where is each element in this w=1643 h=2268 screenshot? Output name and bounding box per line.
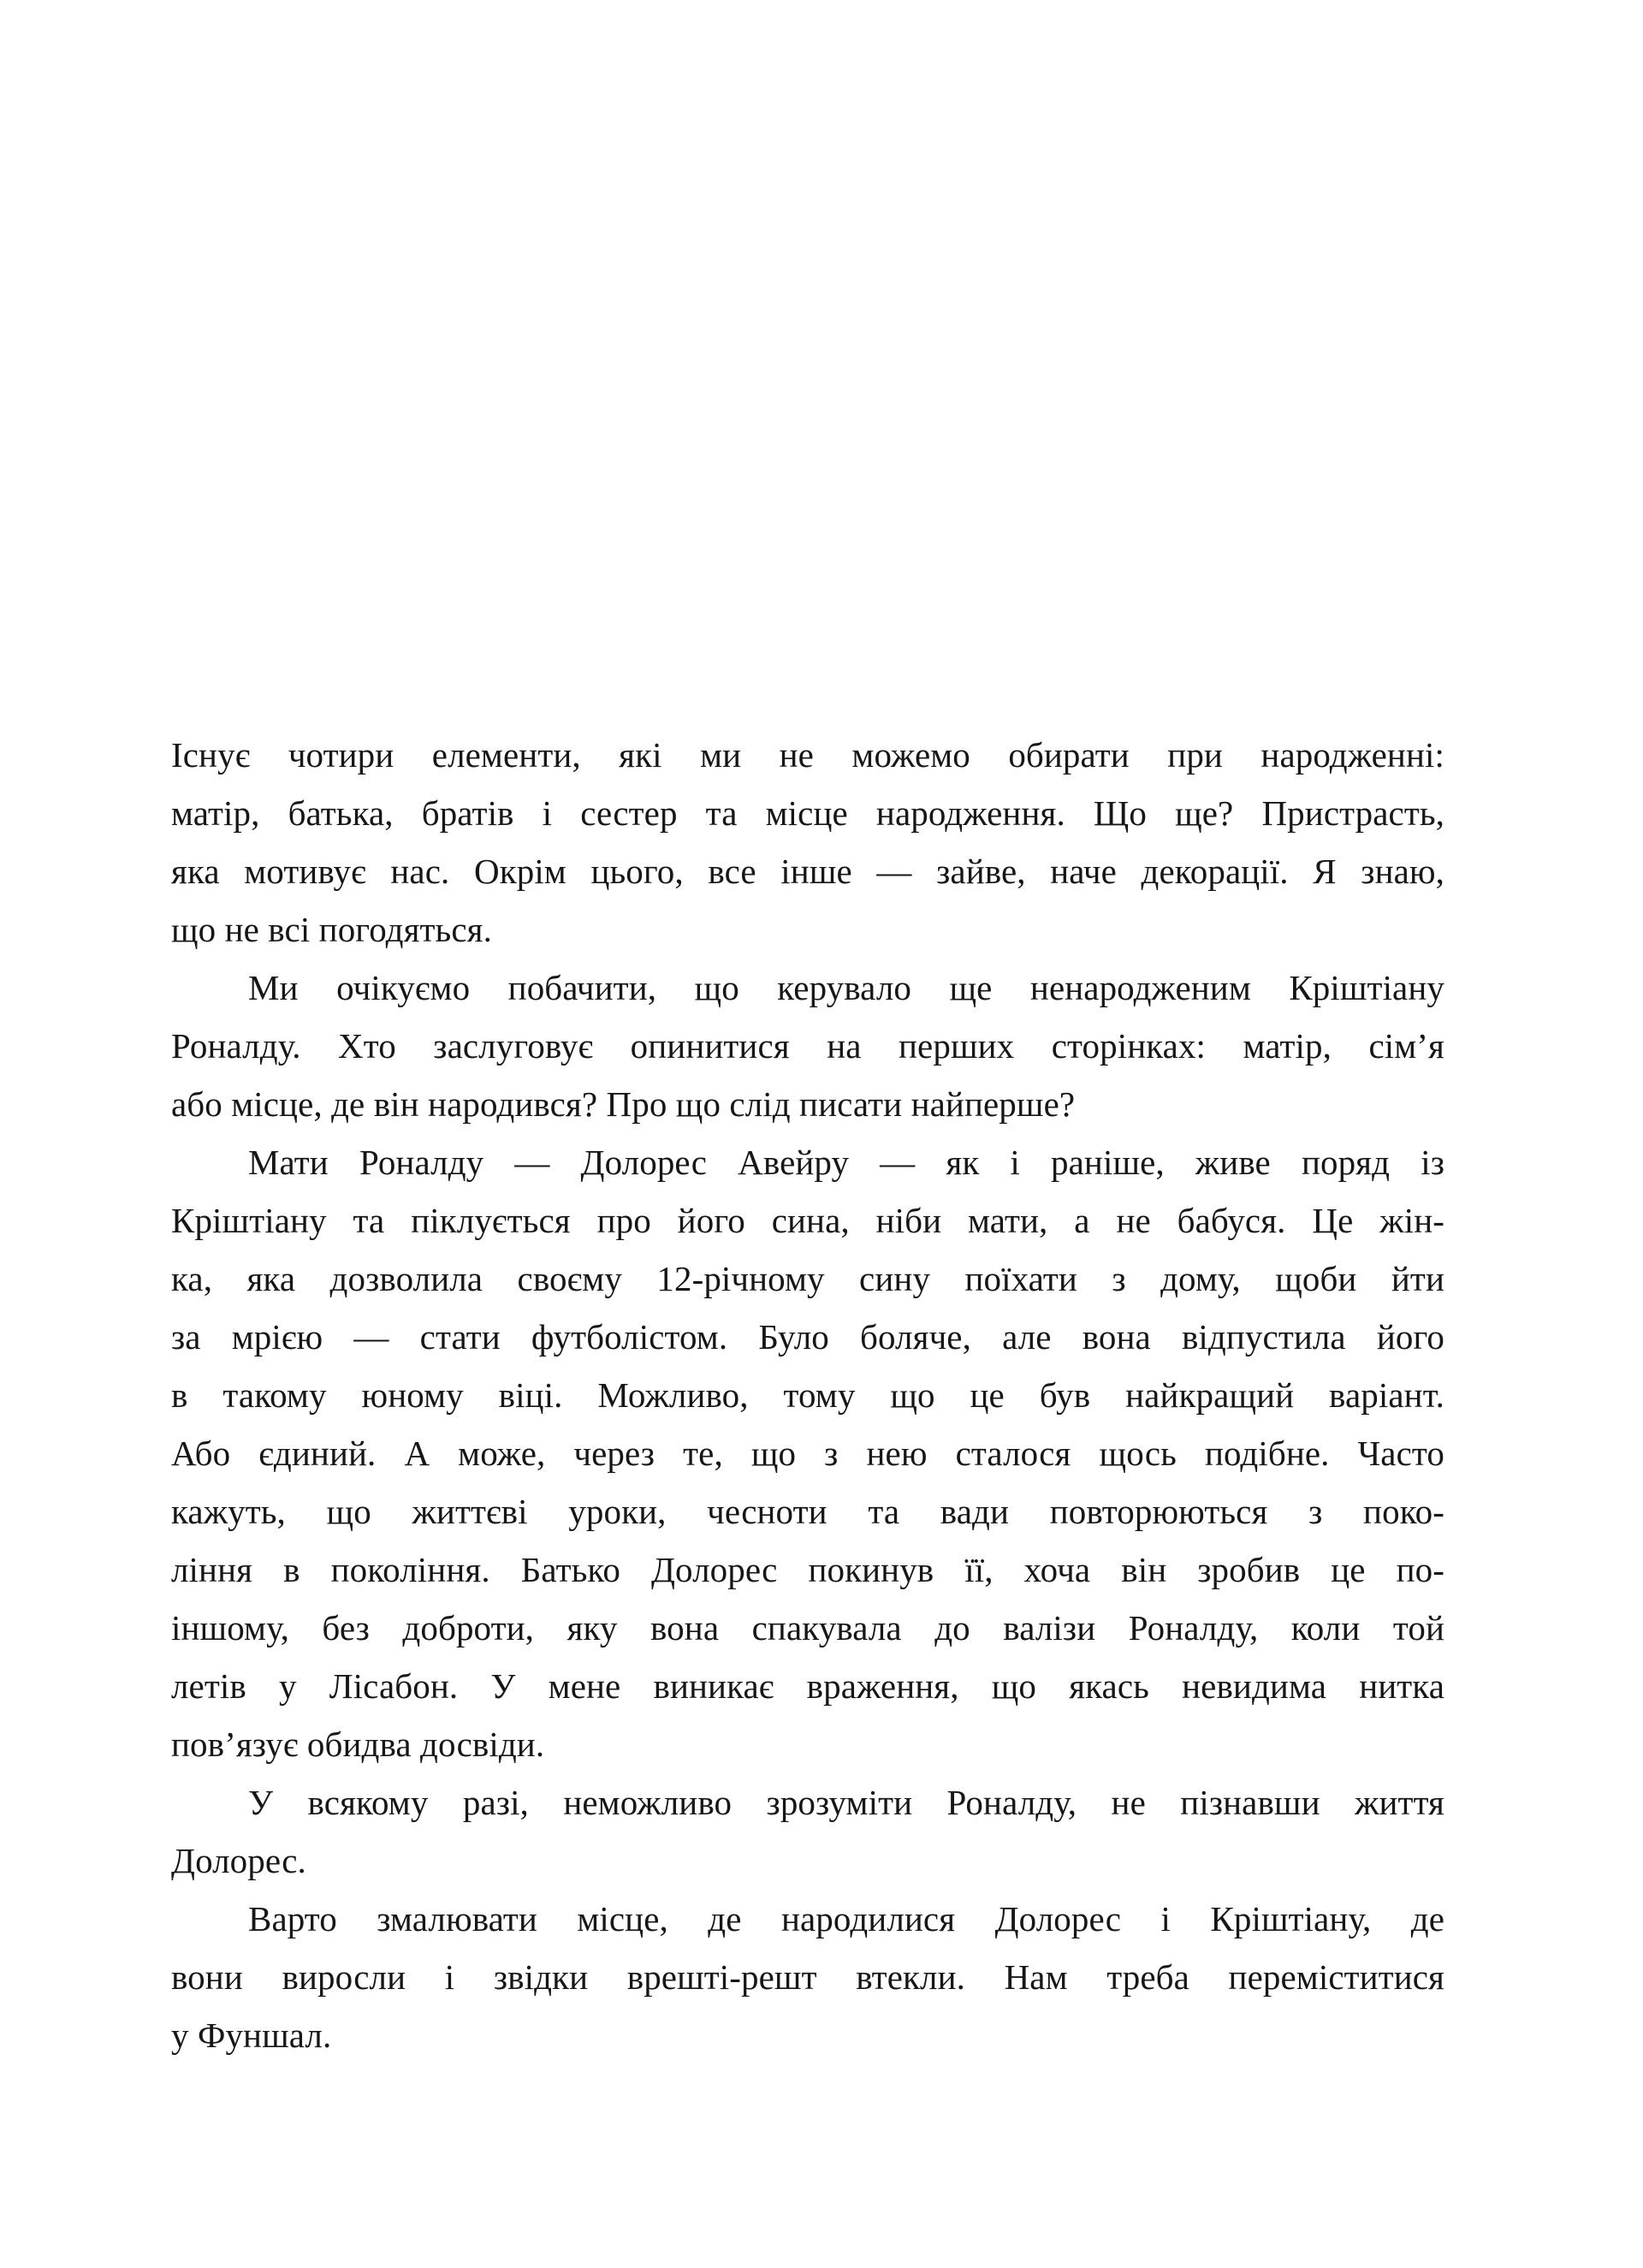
text-line: ління в покоління. Батько Долорес покинув її, хоча він зробив це по- [171,1550,1444,1589]
paragraph [171,1890,1444,2064]
text-line: вони виросли і звідки врешті-решт втекли. Нам треба переміститися [171,1957,1444,1997]
text-line: або місце, де він народився? Про що слід писати найперше? [171,1084,1076,1124]
text-line: Ми очікуємо побачити, що керувало ще ненародженим Кріштіану [248,968,1444,1007]
text-line: Існує чотири елементи, які ми не можемо обирати при народженні: [171,735,1444,775]
text-line: в такому юному віці. Можливо, тому що це був найкращий варіант. [171,1375,1444,1415]
text-line: Долорес. [171,1841,306,1880]
text-line: ка, яка дозволила своєму 12-річному сину поїхати з дому, щоби йти [171,1259,1444,1298]
paragraph [171,1773,1444,1890]
text-line: Кріштіану та піклується про його сина, ніби мати, а не бабуся. Це жін- [171,1201,1444,1240]
book-page-text [171,726,1444,2064]
text-line: за мрією — стати футболістом. Було боляче, але вона відпустила його [171,1317,1444,1357]
text-line: Варто змалювати місце, де народилися Долорес і Кріштіану, де [248,1899,1444,1938]
text-line: Мати Роналду — Долорес Авейру — як і раніше, живе поряд із [248,1143,1444,1182]
text-line: У всякому разі, неможливо зрозуміти Роналду, не пізнавши життя [248,1783,1444,1822]
text-line: Роналду. Хто заслуговує опинитися на перших сторінках: матір, сім’я [171,1026,1444,1066]
text-line: кажуть, що життєві уроки, чесноти та вади повторюються з поко- [171,1492,1444,1531]
text-line: пов’язує обидва досвіди. [171,1725,545,1764]
text-line: Або єдиний. А може, через те, що з нею сталося щось подібне. Часто [171,1434,1444,1473]
text-line: яка мотивує нас. Окрім цього, все інше — зайве, наче декорації. Я знаю, [171,852,1444,891]
text-line: летів у Лісабон. У мене виникає враження, що якась невидима нитка [171,1666,1444,1706]
paragraph [171,959,1444,1133]
text-line: іншому, без доброти, яку вона спакувала до валізи Роналду, коли той [171,1608,1444,1648]
text-line: у Фуншал. [171,2016,332,2055]
paragraph [171,726,1444,959]
text-line: матір, батька, братів і сестер та місце народження. Що ще? Пристрасть, [171,793,1444,833]
paragraph [171,1133,1444,1773]
text-line: що не всі погодяться. [171,910,492,949]
